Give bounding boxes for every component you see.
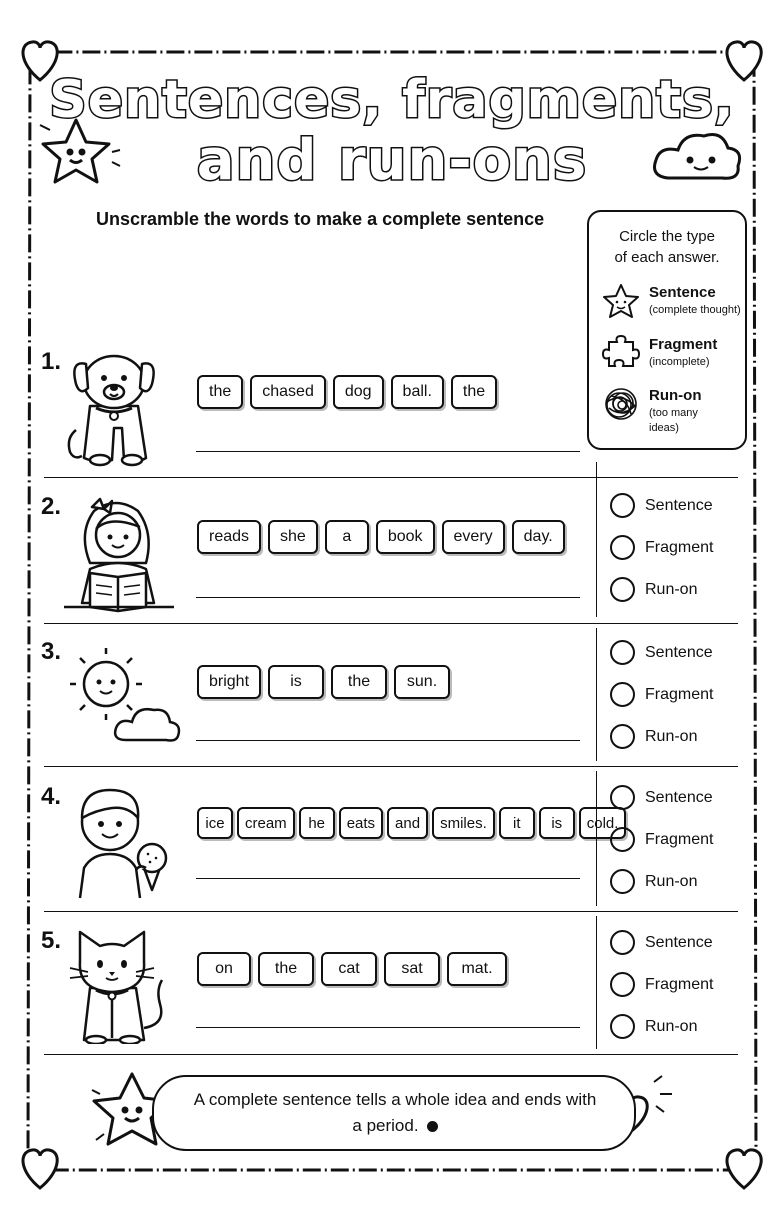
radio-circle[interactable]	[610, 535, 635, 560]
word-tile[interactable]: the	[331, 665, 387, 699]
radio-circle[interactable]	[610, 640, 635, 665]
legend-sentence-sub: (complete thought)	[649, 304, 741, 316]
option-label: Run-on	[645, 727, 698, 745]
word-tile[interactable]: ball.	[391, 375, 444, 409]
word-tile[interactable]: sat	[384, 952, 440, 986]
option-label: Sentence	[645, 496, 713, 514]
word-tiles	[197, 375, 497, 409]
legend-fragment-label: Fragment	[649, 336, 718, 353]
page-title-line-2: and run-ons	[196, 128, 588, 193]
cat-icon	[66, 928, 170, 1044]
legend-title-line-2: of each answer.	[614, 249, 720, 266]
word-tile[interactable]: mat.	[447, 952, 507, 986]
word-tiles	[197, 520, 565, 554]
radio-circle[interactable]	[610, 493, 635, 518]
column-divider	[596, 916, 597, 1049]
word-tiles	[197, 665, 450, 699]
word-tile[interactable]: reads	[197, 520, 261, 554]
section-divider	[44, 911, 738, 912]
question-number: 3.	[41, 638, 62, 665]
option-label: Fragment	[645, 685, 714, 703]
option-label: Fragment	[645, 830, 714, 848]
legend-title-line-1: Circle the type	[619, 228, 715, 245]
legend-runon-sub-2: ideas)	[649, 422, 679, 434]
answer-line[interactable]	[196, 878, 580, 879]
legend-box	[587, 210, 747, 450]
option-fragment[interactable]	[610, 682, 713, 707]
tip-line-1: A complete sentence tells a whole idea and ends with	[193, 1090, 597, 1109]
tip-line-2-text: a period.	[352, 1116, 419, 1135]
option-runon[interactable]	[610, 1014, 697, 1039]
section-divider	[44, 623, 738, 624]
tip-line-2	[180, 1113, 610, 1139]
option-fragment[interactable]	[610, 535, 713, 560]
option-runon[interactable]	[610, 577, 697, 602]
tip-text	[180, 1087, 610, 1139]
girl-reading-icon	[60, 493, 180, 613]
word-tile[interactable]: she	[268, 520, 318, 554]
word-tile[interactable]: cold.	[579, 807, 627, 839]
option-label: Sentence	[645, 643, 713, 661]
word-tile[interactable]: cream	[237, 807, 295, 839]
word-tile[interactable]: day.	[512, 520, 565, 554]
radio-circle[interactable]	[610, 1014, 635, 1039]
word-tile[interactable]: the	[451, 375, 497, 409]
option-label: Run-on	[645, 872, 698, 890]
dog-icon	[62, 348, 164, 468]
column-divider	[596, 771, 597, 906]
scribble-icon	[601, 384, 641, 424]
option-sentence[interactable]	[610, 493, 713, 518]
column-divider	[596, 628, 597, 761]
section-divider	[44, 766, 738, 767]
word-tile[interactable]: dog	[333, 375, 384, 409]
word-tiles	[197, 807, 626, 839]
option-runon[interactable]	[610, 724, 697, 749]
word-tile[interactable]: the	[197, 375, 243, 409]
question-number: 5.	[41, 927, 62, 954]
option-sentence[interactable]	[610, 640, 713, 665]
word-tile[interactable]: a	[325, 520, 369, 554]
word-tile[interactable]: is	[268, 665, 324, 699]
word-tile[interactable]: he	[299, 807, 335, 839]
column-divider	[596, 462, 597, 617]
question-number: 1.	[41, 348, 62, 375]
legend-fragment-sub: (incomplete)	[649, 356, 710, 368]
question-number: 2.	[41, 493, 62, 520]
star-icon	[601, 282, 641, 322]
instructions: Unscramble the words to make a complete sentence	[96, 209, 545, 229]
word-tile[interactable]: is	[539, 807, 575, 839]
boy-ice-cream-icon	[68, 778, 168, 900]
word-tile[interactable]: the	[258, 952, 314, 986]
word-tile[interactable]: sun.	[394, 665, 450, 699]
option-sentence[interactable]	[610, 785, 713, 810]
legend-runon-sub-1: (too many	[649, 407, 698, 419]
word-tile[interactable]: bright	[197, 665, 261, 699]
page-title-line-1: Sentences, fragments,	[49, 70, 735, 130]
answer-line[interactable]	[196, 740, 580, 741]
word-tile[interactable]: eats	[339, 807, 383, 839]
word-tile[interactable]: book	[376, 520, 435, 554]
radio-circle[interactable]	[610, 785, 635, 810]
option-label: Sentence	[645, 788, 713, 806]
section-divider	[44, 477, 738, 478]
answer-line[interactable]	[196, 451, 580, 452]
radio-circle[interactable]	[610, 869, 635, 894]
answer-line[interactable]	[196, 1027, 580, 1028]
option-fragment[interactable]	[610, 972, 713, 997]
option-sentence[interactable]	[610, 930, 713, 955]
word-tile[interactable]: and	[387, 807, 428, 839]
option-label: Run-on	[645, 580, 698, 598]
period-dot-icon	[427, 1121, 438, 1132]
legend-sentence-label: Sentence	[649, 284, 716, 301]
puzzle-piece-icon	[601, 332, 641, 372]
word-tile[interactable]: chased	[250, 375, 326, 409]
radio-circle[interactable]	[610, 827, 635, 852]
word-tile[interactable]: it	[499, 807, 535, 839]
word-tile[interactable]: ice	[197, 807, 233, 839]
word-tile[interactable]: smiles.	[432, 807, 495, 839]
option-label: Fragment	[645, 975, 714, 993]
word-tile[interactable]: every	[442, 520, 505, 554]
word-tile[interactable]: cat	[321, 952, 377, 986]
legend-runon-label: Run-on	[649, 387, 702, 404]
section-divider	[44, 1054, 738, 1055]
answer-line[interactable]	[196, 597, 580, 598]
option-fragment[interactable]	[610, 827, 713, 852]
radio-circle[interactable]	[610, 682, 635, 707]
option-label: Fragment	[645, 538, 714, 556]
radio-circle[interactable]	[610, 930, 635, 955]
radio-circle[interactable]	[610, 972, 635, 997]
radio-circle[interactable]	[610, 577, 635, 602]
option-label: Sentence	[645, 933, 713, 951]
question-number: 4.	[41, 783, 62, 810]
word-tiles	[197, 952, 507, 986]
option-runon[interactable]	[610, 869, 697, 894]
radio-circle[interactable]	[610, 724, 635, 749]
sun-cloud-icon	[60, 640, 185, 750]
legend-title	[589, 226, 745, 268]
word-tile[interactable]: on	[197, 952, 251, 986]
option-label: Run-on	[645, 1017, 698, 1035]
